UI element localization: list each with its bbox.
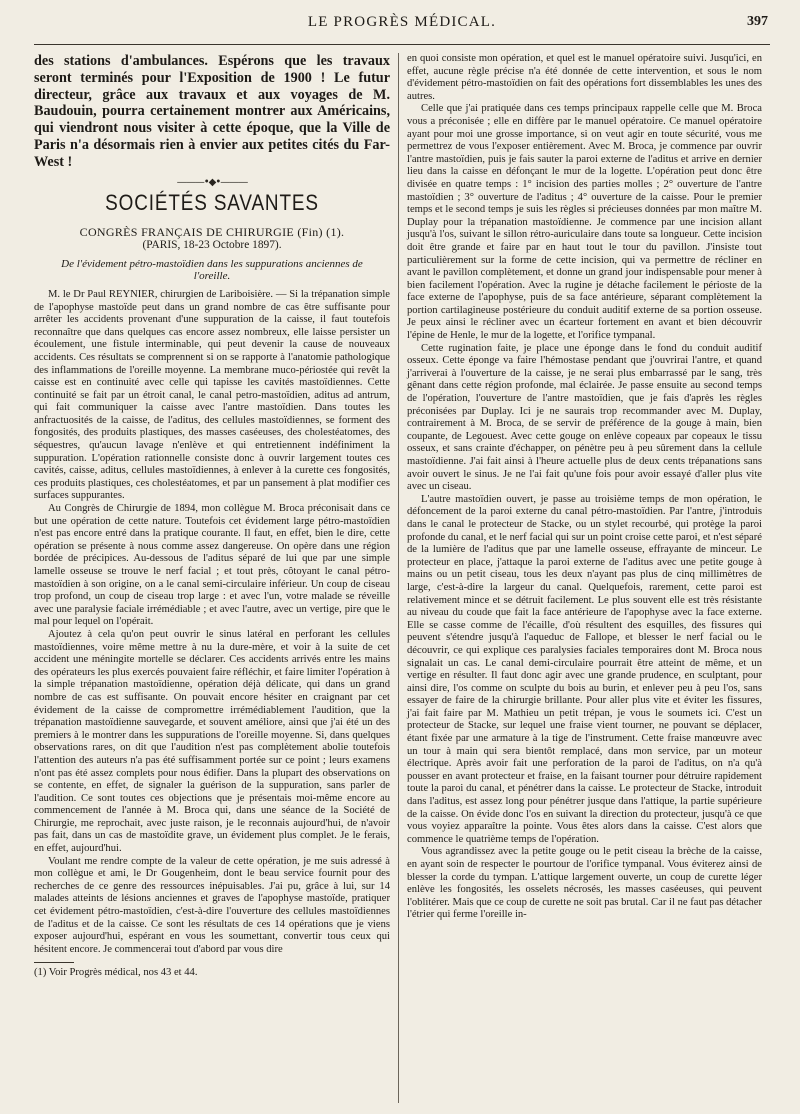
body-paragraph: Vous agrandissez avec la petite gouge ou le petit ciseau la brèche de la caisse, en ayant soin de respecter le pourtour de l'orifice tympanal. Vous éviterez ainsi de blesser la corde du tympan. L'attique largement ouverte, un coup de curette léger enlève les fongosités, les osselets nécrosés, les masses caséeuses, qui peuvent l'oblitérer. Mais que ce coup de curette ne soit pas brutal. Car il ne faut pas détacher l'étrier qui ferme l'oreille in- [407, 846, 762, 921]
section-title: SOCIÉTÉS SAVANTES [105, 189, 319, 215]
body-paragraph: Ajoutez à cela qu'on peut ouvrir le sinus latéral en perforant les cellules mastoïdiennes, voire même mettre à nu la dure-mère, et voir à la suite de cet accident une méningite mortelle se déclarer. Ces accidents arrivés entre les mains des opérateurs les plus exercés pouvaient faire réfléchir, et faire limiter l'opération à la simple trépanation mastoïdienne, opération déjà délicate, qui dans un grand nombre de cas est suffisante. On pouvait encore hésiter en craignant par cet évidement de la caisse de compromettre irrémédiablement l'audition, que la trépanation mastoïdienne sauvegarde, et souvent améliore, ainsi que j'ai été un des premiers à le montrer dans les suppurations de l'oreille moyenne. Si, dans quelques observations rares, on dit que l'audition n'est pas complètement abolie toutefois l'attention des auteurs n'a pas été suffisamment portée sur ce point ; leurs examens n'ont pas été assez complets pour nous édifier. Dans la plupart des observations on se contente, en effet, de signaler la guérison de la suppuration, sans parler de l'audition. Ce sont toutes ces objections que je présentais moi-même encore au commencement de l'année à M. Broca qui, dans une séance de la Société de Chirurgie, me reprochait, avec juste raison, je le reconnais aujourd'hui, de n'avoir pas fait, dans un cas de mastoïdite grave, un évidement plus complet. Je le ferais, en effet, aujourd'hui. [34, 628, 390, 855]
columns [34, 53, 770, 1103]
article-subtitle: De l'évidement pétro-mastoïdien dans les suppurations anciennes de l'oreille. [61, 257, 363, 283]
body-paragraph: Voulant me rendre compte de la valeur de cette opération, je me suis adressé à mon collègue et ami, le Dr Gougenheim, dont le beau service fournit pour des recherches de ce genre des ressources inépuisables. J'ai pu, grâce à lui, sur 14 malades atteints de lésions anciennes et graves de l'apophyse mastoïde, pratiquer cet évidement pétro-mastoïdien, c'est-à-dire l'ouverture des cellules mastoïdiennes de l'aditus et de la caisse. Ce sont les résultats de ces 14 opérations que je viens exposer aujourd'hui, espérant en vous les soumettant, convertir tous ceux qui hésitent encore. Je commencerai tout d'abord par vous dire [34, 855, 390, 955]
body-paragraph: M. le Dr Paul REYNIER, chirurgien de Lariboisière. — Si la trépanation simple de l'apophyse mastoïde peut dans un grand nombre de cas être suffisante pour arrêter les accidents provenant d'une suppuration de la caisse, il faut toutefois reconnaître que dans quelques cas encore assez nombreux, elle laisse persister un écoulement, une fistule interminable, qui peut devenir la cause de nouveaux accidents. Ces résultats se comprennent si on se rapporte à l'anatomie pathologique des inflammations de l'oreille moyenne. La membrane muco-périostée qui revêt la caisse est en continuité avec celle qui tapisse les cavités mastoïdiennes. Cette continuité se fait par un étroit canal, le canal petro-mastoïdien, aditus ad antrum, qui fait communiquer la caisse avec l'antre mastoïdien. Dans toutes les anfractuosités de la caisse, de l'aditus, des cellules mastoïdiennes, se forment des fongosités, des produits plastiques, des masses caséeuses, des cholestéatomes, des séquestres, qu'aucun lavage n'enlève et qui entretiennent indéfiniment la suppuration. L'opération rationnelle consiste donc à ouvrir largement toutes ces cavités, caisse, aditus, cellules mastoïdiennes, à enlever à la curette ces fongosités, ces produits plastiques, ces cholestéatomes, et par un pansement à plat modifier ces surfaces suppurantes. [34, 288, 390, 502]
body-paragraph: Cette rugination faite, je place une éponge dans le fond du conduit auditif osseux. Cette éponge va faire l'hémostase pendant que j'ouvrirai l'antre, et quand j'arriverai à l'ouverture de la caisse, je ne serai plus embarrassé par le sang, très gênant dans cette région profonde, mal éclairée. Je passe ensuite au second temps de l'opération, l'ouverture de l'antre mastoïdien, que je fais d'après les règles préconisées par Duplay. Ici je ne saurais trop recommander avec M. Duplay, contrairement à M. Broca, de se servir de préférence de la gouge à main, bien coupante, de Legouest. Avec cette gouge on enlève copeaux par copeaux le tissu osseux, et sans crainte d'échapper, on pénètre peu à peu sûrement dans la cellule mastoïdienne. J'ai fait ainsi à l'heure actuelle plus de deux cents trépanations sans avoir ouvert le sinus. Je ne l'ai fait qu'une fois pour avoir essayé d'aller plus vite avec un ciseau. [407, 342, 762, 493]
congress-dates: (PARIS, 18-23 Octobre 1897). [142, 239, 282, 252]
footnote: (1) Voir Progrès médical, nos 43 et 44. [34, 967, 198, 979]
body-paragraph: en quoi consiste mon opération, et quel est le manuel opératoire suivi. Jusqu'ici, en effet, aucune règle précise n'a été donnée de cette intervention, et sous le nom d'évidement pétro-mastoïdien on fait des opérations fort dissemblables les unes des autres. [407, 53, 762, 102]
right-column [398, 53, 762, 1103]
page-number: 397 [747, 14, 768, 29]
footnote-rule [34, 962, 74, 963]
ornament-divider: ———•◆•——— [176, 176, 248, 188]
journal-title: LE PROGRÈS MÉDICAL. [307, 13, 497, 30]
body-paragraph: L'autre mastoïdien ouvert, je passe au troisième temps de mon opération, le défoncement de la paroi externe du canal pétro-mastoïdien. Par l'antre, j'introduis dans le canal le protecteur de Stacke, ou un stylet recourbé, qui protège la paroi profonde du canal, et le nerf facial qui sur un point croise cette paroi, et n'est séparé de la lumière de l'aditus que par une lamelle osseuse, effrayante de minceur. Le protecteur en place, j'attaque la paroi externe de l'aditus avec une petite gouge à mains ou un petit ciseau, tous les deux n'ayant pas plus de cinq millimètres de large, c'est-à-dire la largeur du canal. Quelquefois, rarement, cette paroi est relativement mince et se détruit facilement. Le plus souvent elle est très résistante au niveau du coude que fait la face antérieure de l'apophyse avec la face externe. Elle se casse comme de l'écaille, d'où résultent des esquilles, des fissures qui peuvent s'étendre jusqu'à l'aqueduc de Fallope, et blesser le nerf facial ou le découvrir, ce qui explique ces paralysies faciales temporaires dont M. Broca nous signalait un cas. Le canal demi-circulaire pourrait être atteint de même, et un vertige en résulter. Il faut donc agir avec une grande prudence, en sculptant, pour ainsi dire, l'os comme on sculpte du bois au burin, et enlever peu à peu l'os, sans essayer de faire de la chirurgie brillante. Pour aller plus vite et éviter les fissures, j'ai fait faire par M. Mathieu un petit trépan, je vous le soumets ici. C'est un protecteur de Stacke, sur lequel une fraise vient tourner, ne pouvant se déplacer, étant fixée par une armature à la tige de l'instrument. Cette fraise manœuvre avec un tour à main qui sera bientôt remplacé, dans mon service, par un moteur électrique. Après avoir fait une perforation de la paroi de l'aditus, on n'a qu'à pousser en avant protecteur et fraise, en la faisant tourner pour détruire rapidement toute la paroi du canal, et pénétrer dans la caisse. Le protecteur de Stacke, introduit dans l'aditus, est assez long pour pénétrer jusque dans l'attique, la partie supérieure de la caisse. On évide donc l'os en suivant la direction du protecteur, jusqu'à ce que vous voyiez apparaître la pointe. Vous êtes alors dans la caisse. C'est alors que commence le quatrième temps de l'opération. [407, 493, 762, 845]
body-paragraph: Au Congrès de Chirurgie de 1894, mon collègue M. Broca préconisait dans ce but une opération de cette nature. Toutefois cet évidement large pétro-mastoïdien n'est pas encore entré dans la pratique courante. Il faut, en effet, bien le dire, cette opération se présente à nous comme assez dangereuse. On opère dans une région bordée de précipices. Au-dessous de l'aditus séparé de lui que par une simple lamelle osseuse se trouve le nerf facial ; et tout près, côtoyant le canal pétro-mastoïdien à son origine, on a le canal semi-circulaire inférieur. Un coup de ciseau trop profond, un coup de ciseau trop large : et avec l'un, votre malade se réveille avec une paralysie faciale irrémédiable ; et avec l'autre, avec un vertige, pire que le mal pour lequel on l'opérait. [34, 503, 390, 628]
left-column [34, 53, 398, 1103]
congress-name: CONGRÈS FRANÇAIS DE CHIRURGIE (Fin) (1). [79, 224, 345, 239]
lead-paragraph: des stations d'ambulances. Espérons que les travaux seront terminés pour l'Exposition de 1900 ! Le futur directeur, grâce aux travaux et aux voyages de M. Baudouin, pourra certainement montrer aux Américains, qui viendront nous visiter à cette époque, que la Ville de Paris n'a désormais rien à envier aux petites cités du Far-West ! [34, 53, 390, 170]
body-paragraph: Celle que j'ai pratiquée dans ces temps principaux rappelle celle que M. Broca vous a préconisée ; elle en diffère par le manuel opératoire. Ce manuel opératoire ayant pour moi une grosse importance, si on veut agir en toute sécurité, vous me permettrez de vous l'exposer entièrement. Avec M. Broca, je commence par ouvrir l'antre mastoïdien, puis je fais sauter la paroi externe de l'aditus et arrive en dernier lieu dans la caisse en défonçant le mur de la logette. L'opération peut donc être divisée en quatre temps : 1° incision des parties molles ; 2° ouverture de l'antre mastoïdien ; 3° ouverture de l'aditus ; 4° ouverture de la caisse. Pour le premier temps et le second temps je suis les règles si précieuses données par mon maître M. Duplay pour la trépanation mastoïdienne. Je commence par une incision allant jusqu'à l'os, suivant le sillon rétro-auriculaire dans toute sa longueur. Cette incision doit être grande et faire par en haut tout le tour du pavillon. J'insiste tout particulièrement sur la forme de cette incision, qui va permettre de récliner en avant le pavillon complètement, et donne un grand jour indispensable pour mener à bien facilement l'opération. Avec la rugine je détache facilement le périoste de la face externe de l'apophyse, puis de sa face antérieure, séparant complètement la portion cartilagineuse postérieure du conduit auditif externe de sa portion osseuse. Je peux ainsi le récliner avec un écarteur fortement en avant et bien découvrir l'épine de Henle, le mur de la logette, et l'orifice tympanal. [407, 103, 762, 342]
running-head [34, 0, 770, 45]
